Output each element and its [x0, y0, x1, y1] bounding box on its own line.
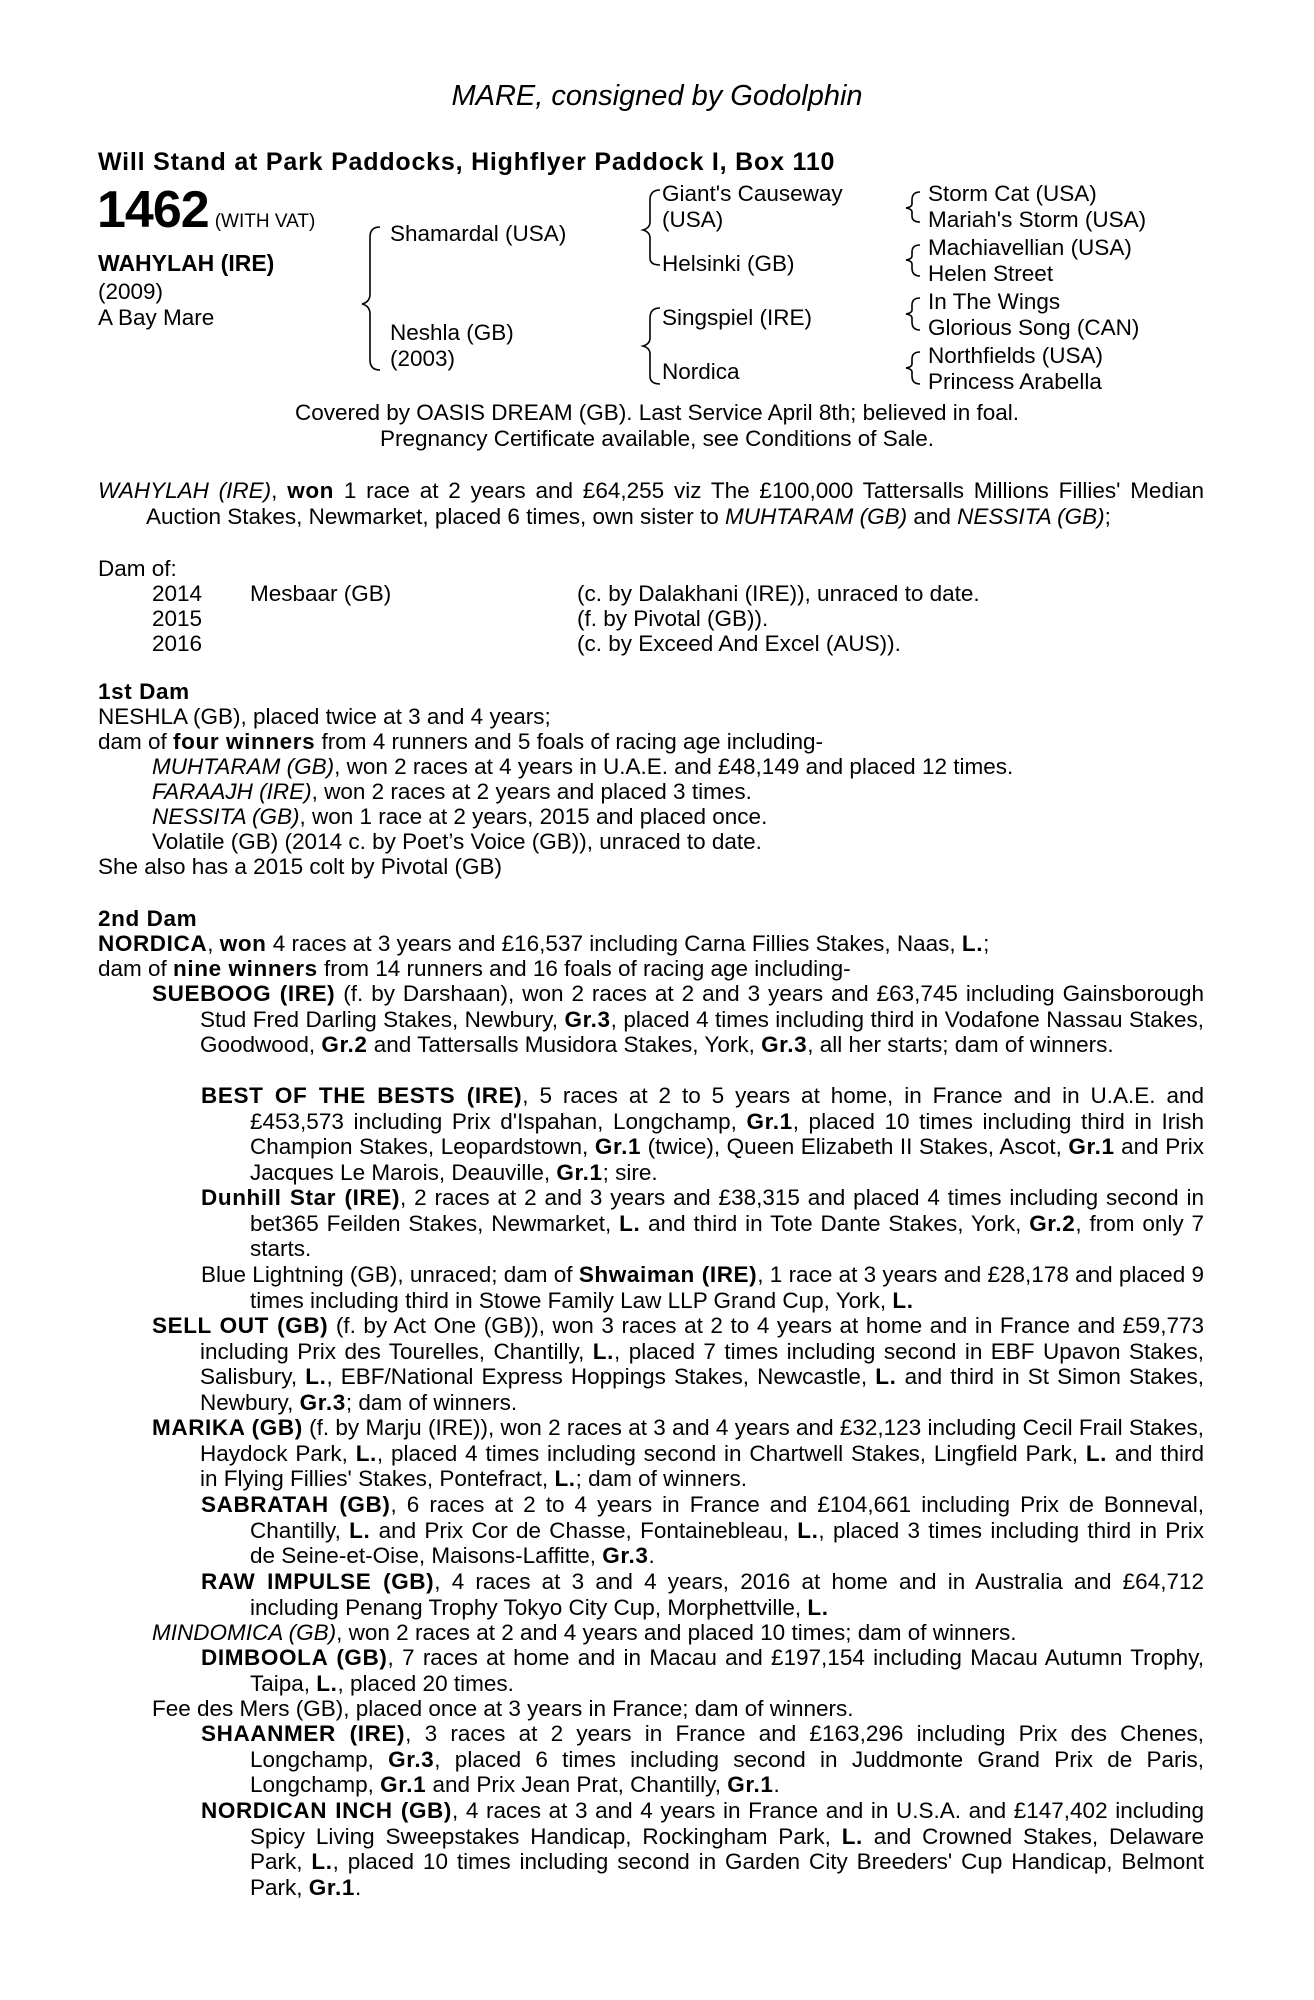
- group-badge: Gr.1: [556, 1159, 603, 1185]
- entry-text: , EBF/National Express Hoppings Stakes, Newcastle,: [326, 1364, 876, 1389]
- second-dam-line: [98, 931, 989, 957]
- group-badge: Gr.3: [564, 1006, 611, 1032]
- listed-badge: L.: [554, 1466, 576, 1491]
- group-badge: Gr.1: [727, 1772, 774, 1797]
- first-dam-offspring-4: Volatile (GB) (2014 c. by Poet’s Voice (GB)), unraced to date.: [152, 829, 762, 854]
- foal-year-2016: 2016: [152, 631, 203, 656]
- entry-text: ; dam of winners.: [345, 1389, 518, 1415]
- dimboola-name: DIMBOOLA (GB): [201, 1645, 388, 1670]
- horse-description: A Bay Mare: [98, 305, 215, 330]
- group-badge: Gr.1: [308, 1874, 355, 1900]
- entry-text: and Crowned Stakes, Delaware Park,: [250, 1823, 1204, 1874]
- ancestor-2: Mariah's Storm (USA): [928, 207, 1147, 232]
- offspring-text: , won 1 race at 2 years, 2015 and placed once.: [299, 804, 768, 829]
- shwaiman-name: Shwaiman (IRE): [578, 1262, 758, 1287]
- foal-year-2014: 2014: [152, 581, 203, 606]
- dunhill-star-entry: [201, 1185, 1204, 1262]
- entry-text: (f. by Act One (GB)), won 3 races at 2 to 4 years at home and in France and £59,773 including Prix des Tourelles, Chantilly,: [200, 1313, 1204, 1364]
- listed-badge: L.: [316, 1670, 338, 1696]
- sabratah-entry: [201, 1492, 1204, 1569]
- intro-paragraph: WAHYLAH (IRE), won 1 race at 2 years and £64,255 viz The £100,000 Tattersalls Millions Fillies' Median Auction Stakes, Newmarket, placed 6 times, own sister to MUHTARAM (GB) and NESSITA (GB);: [98, 478, 1204, 529]
- first-dam-offspring-3: [152, 804, 767, 830]
- marika-entry: [152, 1415, 1204, 1492]
- listed-badge: L.: [619, 1210, 641, 1236]
- intro-and: and: [907, 503, 958, 529]
- intro-sister-2: NESSITA (GB): [957, 503, 1105, 529]
- mindomica-entry: [152, 1620, 1017, 1646]
- entry-text: and third in St Simon Stakes, Newbury,: [200, 1364, 1204, 1415]
- entry-text: , placed 20 times.: [337, 1670, 514, 1696]
- second-dam-name: NORDICA: [98, 931, 208, 956]
- page-header: MARE, consigned by Godolphin: [451, 80, 863, 112]
- group-badge: Gr.1: [594, 1134, 642, 1159]
- listed-badge: L.: [305, 1364, 327, 1389]
- listed-badge: L.: [349, 1517, 371, 1543]
- best-of-the-bests-name: BEST OF THE BESTS (IRE): [201, 1083, 523, 1108]
- entry-text: , 4 races at 3 and 4 years in France and in U.S.A. and £147,402 including Spicy Living Sweepstakes Handicap, Rockingham Park,: [250, 1798, 1205, 1849]
- covered-note: Covered by OASIS DREAM (GB). Last Service April 8th; believed in foal.: [294, 400, 1020, 425]
- listed-badge: L.: [961, 931, 984, 956]
- entry-text: , all her starts; dam of winners.: [807, 1032, 1114, 1057]
- sell-out-name: SELL OUT (GB): [152, 1313, 329, 1338]
- entry-text: and Prix Jean Prat, Chantilly,: [426, 1772, 728, 1797]
- listed-badge: L.: [892, 1287, 914, 1313]
- entry-text: , 5 races at 2 to 5 years at home, in France and in U.A.E. and £453,573 including Prix d'Ispahan, Longchamp,: [250, 1083, 1204, 1134]
- entry-text: , from only 7 starts.: [250, 1210, 1204, 1261]
- entry-text: , placed 4 times including second in Chartwell Stakes, Lingfield Park,: [376, 1440, 1086, 1466]
- group-badge: Gr.3: [388, 1746, 435, 1772]
- raw-impulse-entry: [201, 1569, 1204, 1620]
- sire-sire-line2: (USA): [662, 207, 724, 232]
- intro-sister-1: MUHTARAM (GB): [725, 503, 908, 529]
- first-dam-winners-count: four winners: [173, 729, 316, 754]
- marika-name: MARIKA (GB): [152, 1415, 303, 1440]
- entry-text: (f. by Marju (IRE)), won 2 races at 3 and 4 years and £32,123 including Cecil Frail Stakes, Haydock Park,: [200, 1415, 1204, 1466]
- entry-text: , placed 7 times including second in EBF Upavon Stakes, Salisbury,: [200, 1338, 1204, 1389]
- entry-text: , placed 10 times including second in Garden City Breeders' Cup Handicap, Belmont Park,: [250, 1849, 1204, 1900]
- horse-name: WAHYLAH (IRE): [98, 250, 275, 276]
- intro-text: 1 race at 2 years and £64,255 viz The £100,000 Tattersalls Millions Fillies' Median Auction Stakes, Newmarket, placed 6 times, own sister to: [146, 478, 1204, 529]
- second-dam-comma: ,: [207, 931, 220, 956]
- entry-text: , 2 races at 2 and 3 years and £38,315 and placed 4 times including second in bet365 Feilden Stakes, Newmarket,: [250, 1185, 1204, 1236]
- dam-sire: Singspiel (IRE): [662, 305, 813, 330]
- first-dam-offspring-2: [152, 779, 752, 805]
- listed-badge: L.: [875, 1364, 897, 1389]
- offspring-name: MUHTARAM (GB): [152, 754, 335, 779]
- foal-name-2014: Mesbaar (GB): [250, 581, 392, 606]
- offspring-text: , won 2 races at 4 years in U.A.E. and £48,149 and placed 12 times.: [334, 754, 1014, 779]
- nordican-inch-name: NORDICAN INCH (GB): [201, 1798, 452, 1823]
- entry-text: , 6 races at 2 to 4 years in France and £104,661 including Prix de Bonneval, Chantilly,: [250, 1492, 1204, 1543]
- second-dam-dam-of: [98, 956, 851, 982]
- entry-text: .: [354, 1874, 362, 1900]
- ancestor-3: Machiavellian (USA): [928, 235, 1132, 260]
- entry-text: and third in Tote Dante Stakes, York,: [640, 1210, 1030, 1236]
- dam-dam: Nordica: [662, 359, 740, 384]
- listed-badge: L.: [311, 1849, 333, 1874]
- group-badge: Gr.2: [321, 1032, 368, 1057]
- entry-text: , placed 4 times including third in Vodafone Nassau Stakes, Goodwood,: [200, 1006, 1205, 1057]
- intro-horse-name: WAHYLAH (IRE): [98, 478, 272, 503]
- entry-text: (f. by Darshaan), won 2 races at 2 and 3 years and £63,745 including Gainsborough Stud Fred Darling Stakes, Newbury,: [200, 981, 1204, 1032]
- group-badge: Gr.2: [1029, 1210, 1076, 1236]
- second-dam-text: 4 races at 3 years and £16,537 including Carna Fillies Stakes, Naas,: [266, 931, 962, 956]
- group-badge: Gr.1: [1068, 1134, 1115, 1159]
- entry-text: and Prix Jacques Le Marois, Deauville,: [250, 1134, 1204, 1185]
- listed-badge: L.: [841, 1823, 863, 1849]
- entry-text: , 3 races at 2 years in France and £163,296 including Prix des Chenes, Longchamp,: [250, 1721, 1204, 1772]
- first-dam-heading: 1st Dam: [98, 679, 190, 704]
- entry-text: , placed 10 times including third in Irish Champion Stakes, Leopardstown,: [250, 1108, 1204, 1159]
- first-dam-line: NESHLA (GB), placed twice at 3 and 4 years;: [98, 704, 551, 729]
- raw-impulse-name: RAW IMPULSE (GB): [201, 1569, 435, 1594]
- foal-info-2016: (c. by Exceed And Excel (AUS)).: [577, 631, 901, 656]
- group-badge: Gr.3: [602, 1543, 649, 1568]
- sire: Shamardal (USA): [390, 221, 567, 246]
- ancestor-6: Glorious Song (CAN): [928, 315, 1140, 340]
- ancestor-7: Northfields (USA): [928, 343, 1104, 368]
- entry-text: and Tattersalls Musidora Stakes, York,: [367, 1032, 762, 1057]
- offspring-name: FARAAJH (IRE): [152, 779, 312, 804]
- stand-location: Will Stand at Park Paddocks, Highflyer Paddock I, Box 110: [98, 148, 836, 176]
- entry-text: and Prix Cor de Chasse, Fontainebleau,: [370, 1517, 798, 1543]
- second-dam-won: won: [219, 931, 267, 956]
- group-badge: Gr.1: [746, 1108, 793, 1134]
- listed-badge: L.: [1085, 1440, 1108, 1466]
- listed-badge: L.: [807, 1594, 829, 1620]
- first-dam-dam-of-pre: dam of: [98, 729, 174, 754]
- dam: Neshla (GB): [390, 320, 514, 345]
- ancestor-4: Helen Street: [928, 261, 1054, 286]
- blue-lightning-entry: [201, 1262, 1204, 1313]
- second-dam-dam-of-post: from 14 runners and 16 foals of racing age including-: [317, 956, 851, 981]
- sueboog-entry: [152, 981, 1204, 1058]
- ancestor-1: Storm Cat (USA): [928, 181, 1097, 206]
- pregnancy-note: Pregnancy Certificate available, see Conditions of Sale.: [379, 426, 935, 451]
- entry-text: , placed 3 times including third in Prix de Seine-et-Oise, Maisons-Laffitte,: [250, 1517, 1204, 1568]
- foal-info-2015: (f. by Pivotal (GB)).: [577, 606, 769, 631]
- listed-badge: L.: [592, 1338, 614, 1364]
- entry-text: (twice), Queen Elizabeth II Stakes, Ascot,: [641, 1134, 1069, 1159]
- entry-text: .: [773, 1772, 780, 1797]
- foal-info-2014: (c. by Dalakhani (IRE)), unraced to date.: [577, 581, 980, 606]
- intro-end: ;: [1104, 503, 1111, 529]
- second-dam-semi: ;: [983, 931, 990, 956]
- sell-out-entry: [152, 1313, 1204, 1415]
- group-badge: Gr.3: [761, 1032, 808, 1057]
- sabratah-name: SABRATAH (GB): [201, 1492, 391, 1517]
- entry-text: , 4 races at 3 and 4 years, 2016 at home and in Australia and £64,712 including Penang Trophy Tokyo City Cup, Morphettville,: [250, 1569, 1204, 1620]
- group-badge: Gr.1: [380, 1772, 427, 1797]
- entry-text: ; dam of winners.: [575, 1466, 747, 1491]
- shaanmer-entry: [201, 1721, 1204, 1798]
- listed-badge: L.: [797, 1517, 819, 1543]
- entry-text: , 7 races at home and in Macau and £197,154 including Macau Autumn Trophy, Taipa,: [250, 1645, 1204, 1696]
- offspring-name: NESSITA (GB): [152, 804, 300, 829]
- first-dam-dam-of-post: from 4 runners and 5 foals of racing age including-: [315, 729, 824, 754]
- dam-year: (2003): [390, 346, 456, 371]
- entry-text: , won 2 races at 2 and 4 years and placed 10 times; dam of winners.: [336, 1620, 1017, 1645]
- offspring-text: , won 2 races at 2 years and placed 3 times.: [311, 779, 752, 804]
- fee-des-mers-entry: Fee des Mers (GB), placed once at 3 years in France; dam of winners.: [152, 1696, 854, 1721]
- entry-text: , placed 6 times including second in Juddmonte Grand Prix de Paris, Longchamp,: [250, 1746, 1204, 1797]
- mindomica-name: MINDOMICA (GB): [152, 1620, 337, 1645]
- second-dam-dam-of-pre: dam of: [98, 956, 174, 981]
- ancestor-5: In The Wings: [928, 289, 1061, 314]
- entry-text: , 1 race at 3 years and £28,178 and placed 9 times including third in Stowe Family Law LLP Grand Cup, York,: [250, 1262, 1204, 1313]
- intro-won: won: [287, 478, 335, 503]
- ancestor-8: Princess Arabella: [928, 369, 1102, 394]
- entry-text: ; sire.: [602, 1159, 658, 1185]
- dimboola-entry: [201, 1645, 1204, 1696]
- first-dam-also: She also has a 2015 colt by Pivotal (GB): [98, 854, 502, 879]
- dunhill-star-name: Dunhill Star (IRE): [201, 1185, 401, 1210]
- second-dam-winners-count: nine winners: [173, 956, 318, 981]
- horse-year: (2009): [98, 279, 164, 304]
- lot-number: 1462: [97, 181, 209, 239]
- second-dam-heading: 2nd Dam: [98, 906, 198, 931]
- vat-label: (WITH VAT): [214, 211, 316, 232]
- sire-sire-line1: Giant's Causeway: [662, 181, 843, 206]
- group-badge: Gr.3: [299, 1389, 346, 1415]
- entry-text: and third in Flying Fillies' Stakes, Pontefract,: [200, 1440, 1204, 1491]
- listed-badge: L.: [355, 1440, 377, 1466]
- entry-text: Blue Lightning (GB), unraced; dam of: [201, 1262, 579, 1287]
- foal-year-2015: 2015: [152, 606, 203, 631]
- nordican-inch-entry: [201, 1798, 1204, 1900]
- shaanmer-name: SHAANMER (IRE): [201, 1721, 406, 1746]
- best-of-the-bests-entry: [201, 1083, 1204, 1185]
- dam-of-label: Dam of:: [98, 556, 177, 581]
- sire-dam: Helsinki (GB): [662, 251, 795, 276]
- entry-text: .: [648, 1543, 655, 1568]
- first-dam-offspring-1: [152, 754, 1013, 780]
- sueboog-name: SUEBOOG (IRE): [152, 981, 336, 1006]
- first-dam-dam-of: [98, 729, 823, 755]
